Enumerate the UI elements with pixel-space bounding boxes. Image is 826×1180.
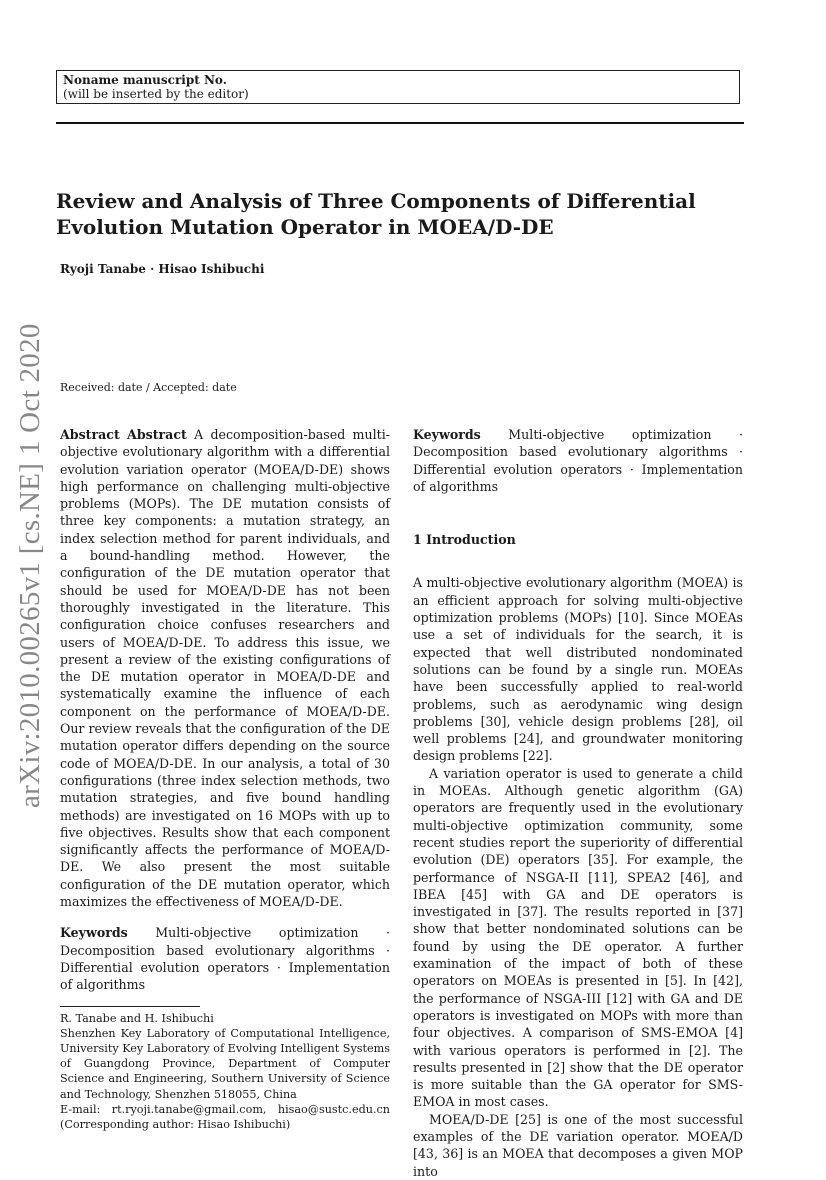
keywords-text: Multi-objective optimization · Decomposition based evolutionary algorithms · Differential evolution operators · Implementation of algorithms <box>60 925 390 993</box>
keywords-label-right: Keywords <box>413 427 481 442</box>
abstract <box>60 426 390 910</box>
footnote-affiliation: Shenzhen Key Laboratory of Computational Intelligence, University Key Laboratory of Evolving Intelligent Systems of Guangdong Province, Department of Computer Science and Engineering, Southern University of Science and Technology, Shenzhen 518055, China <box>60 1026 390 1101</box>
received-date: Received: date / Accepted: date <box>60 381 237 394</box>
right-column <box>413 426 743 1180</box>
keywords-text-right: Multi-objective optimization · Decomposition based evolutionary algorithms · Differential evolution operators · Implementation of algorithms <box>413 427 743 494</box>
abstract-label: Abstract <box>60 427 120 442</box>
intro-paragraph-1: A multi-objective evolutionary algorithm (MOEA) is an efficient approach for solving multi-objective optimization problems (MOPs) [10]. Since MOEAs use a set of individuals for the search, it is expected that well distributed nondominated solutions can be found by a single run. MOEAs have been successfully applied to real-world problems, such as aerodynamic wing design problems [30], vehicle design problems [28], oil well problems [24], and groundwater monitoring design problems [22]. <box>413 575 743 764</box>
author-list: Ryoji Tanabe · Hisao Ishibuchi <box>60 262 265 276</box>
intro-paragraph-2: A variation operator is used to generate a child in MOEAs. Although genetic algorithm (GA) operators are frequently used in the evolutionary multi-objective optimization community, some recent studies report the superiority of differential evolution (DE) operators [35]. For example, the performance of NSGA-II [11], SPEA2 [46], and IBEA [45] with GA and DE operators is investigated in [37]. The results reported in [37] show that better nondominated solutions can be found by using the DE operator. A further examination of the impact of both of these operators on MOEAs is presented in [5]. In [42], the performance of NSGA-III [12] with GA and DE operators is investigated on MOPs with more than four objectives. A comparison of SMS-EMOA [4] with various operators is performed in [2]. The results presented in [2] show that the DE operator is more suitable than the GA operator for SMS-EMOA in most cases. <box>413 765 743 1110</box>
footnote <box>60 1011 390 1133</box>
footnote-authors: R. Tanabe and H. Ishibuchi <box>60 1011 214 1025</box>
section-heading-introduction: 1 Introduction <box>413 532 516 548</box>
footnote-rule <box>60 1006 200 1007</box>
keywords-label: Keywords <box>60 925 128 941</box>
keywords <box>60 924 390 993</box>
paper-title: Review and Analysis of Three Components of Differential Evolution Mutation Operator in MOEA/D-DE <box>56 189 696 239</box>
intro-paragraph-3: MOEA/D-DE [25] is one of the most successful examples of the DE variation operator. MOEA/D [43, 36] is an MOEA that decomposes a given MOP into <box>413 1111 743 1179</box>
abstract-label-repeat: Abstract <box>127 427 187 442</box>
editor-note: (will be inserted by the editor) <box>63 87 249 101</box>
header-rule <box>56 122 744 124</box>
manuscript-label: Noname manuscript No. <box>63 73 227 87</box>
arxiv-watermark: arXiv:2010.00265v1 [cs.NE] 1 Oct 2020 <box>14 323 46 808</box>
keywords-right <box>413 426 743 495</box>
footnote-email: E-mail: rt.ryoji.tanabe@gmail.com, hisao@sustc.edu.cn (Corresponding author: Hisao Ishibuchi) <box>60 1102 390 1131</box>
left-column <box>60 426 390 1132</box>
editor-note-box <box>56 70 740 104</box>
abstract-text: A decomposition-based multi-objective evolutionary algorithm with a differential evolution variation operator (MOEA/D-DE) shows high performance on challenging multi-objective problems (MOPs). The DE mutation consists of three key components: a mutation strategy, an index selection method for parent individuals, and a bound-handling method. However, the configuration of the DE mutation operator that should be used for MOEA/D-DE has not been thoroughly investigated in the literature. This configuration choice confuses researchers and users of MOEA/D-DE. To address this issue, we present a review of the existing configurations of the DE mutation operator in MOEA/D-DE and systematically examine the influence of each component on the performance of MOEA/D-DE. Our review reveals that the configuration of the DE mutation operator differs depending on the source code of MOEA/D-DE. In our analysis, a total of 30 configurations (three index selection methods, two mutation strategies, and five bound handling methods) are investigated on 16 MOPs with up to five objectives. Results show that each component significantly affects the performance of MOEA/D-DE. We also present the most suitable configuration of the DE mutation operator, which maximizes the effectiveness of MOEA/D-DE. <box>60 427 390 910</box>
